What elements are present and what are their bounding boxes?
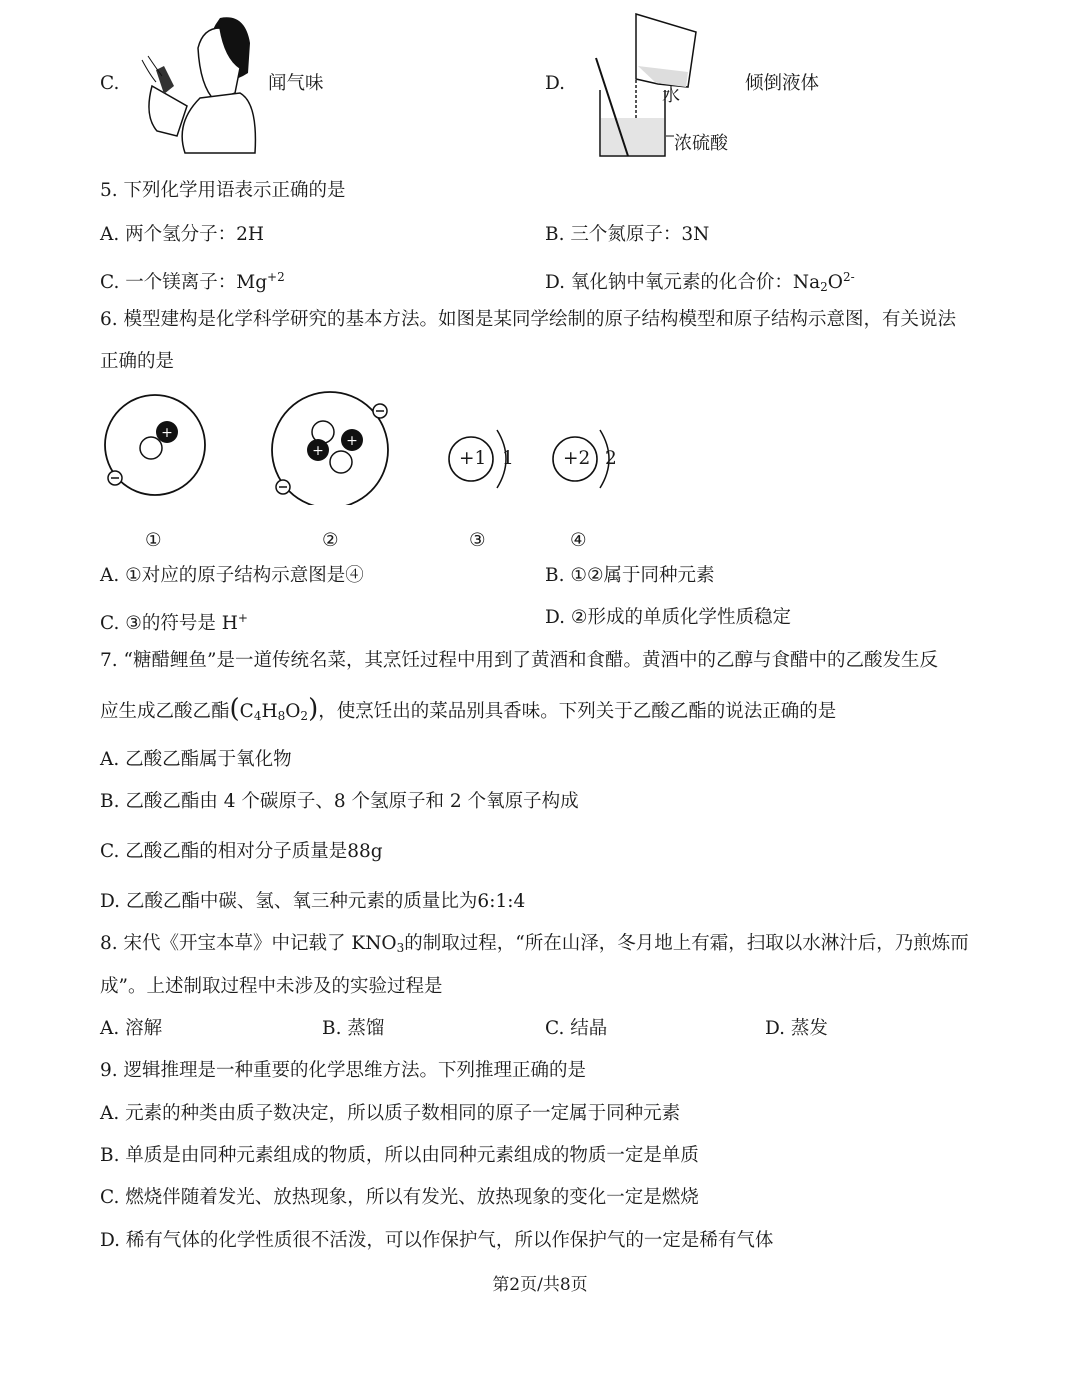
q6-stem-line2: 正确的是 xyxy=(100,351,175,372)
page-footer: 第2页/共8页 xyxy=(492,1275,588,1295)
q8-stem-line2: 成”。上述制取过程中未涉及的实验过程是 xyxy=(100,976,443,997)
q8-option-a: A. 溶解 xyxy=(100,1018,163,1039)
atom-model-2 xyxy=(272,392,388,505)
q9-stem: 9. 逻辑推理是一种重要的化学思维方法。下列推理正确的是 xyxy=(100,1060,587,1081)
q7-stem-line1: 7. “糖醋鲤鱼”是一道传统名菜，其烹饪过程中用到了黄酒和食醋。黄酒中的乙醇与食醋中的乙酸发生反 xyxy=(100,650,938,671)
q6-option-b: B. ①②属于同种元素 xyxy=(545,565,715,586)
atom-models-figure xyxy=(95,390,635,505)
q7-option-b: B. 乙酸乙酯由 4 个碳原子、8 个氢原子和 2 个氧原子构成 xyxy=(100,791,579,812)
ethyl-acetate-formula: $C_4H_8O_2$ xyxy=(239,701,309,723)
svg-text:+: + xyxy=(312,443,324,459)
q7-option-a: A. 乙酸乙酯属于氧化物 xyxy=(100,749,292,770)
figure-label-4: ④ xyxy=(570,530,587,551)
shell-electrons-3: 1 xyxy=(502,448,514,469)
q8-option-b: B. 蒸馏 xyxy=(322,1018,385,1039)
svg-text:+: + xyxy=(346,433,358,449)
q9-option-b: B. 单质是由同种元素组成的物质，所以由同种元素组成的物质一定是单质 xyxy=(100,1145,699,1166)
q5-option-a: A. 两个氢分子：2H xyxy=(100,224,265,245)
q9-option-a: A. 元素的种类由质子数决定，所以质子数相同的原子一定属于同种元素 xyxy=(100,1103,681,1124)
atom-model-1 xyxy=(105,395,205,495)
smelling-gas-illustration xyxy=(140,8,260,156)
q6-option-c: C. ③的符号是 H+ xyxy=(100,611,248,634)
svg-text:+: + xyxy=(161,425,173,441)
q5-option-b: B. 三个氮原子：3N xyxy=(545,224,710,245)
q5-stem: 5. 下列化学用语表示正确的是 xyxy=(100,180,346,201)
water-label: 水 xyxy=(662,85,680,106)
q6-option-a: A. ①对应的原子结构示意图是④ xyxy=(100,565,364,586)
shell-electrons-4: 2 xyxy=(605,448,617,469)
option-d-label: D. xyxy=(545,73,566,94)
option-d-caption: 倾倒液体 xyxy=(745,73,820,94)
q7-option-c: C. 乙酸乙酯的相对分子质量是88g xyxy=(100,841,383,862)
q9-option-c: C. 燃烧伴随着发光、放热现象，所以有发光、放热现象的变化一定是燃烧 xyxy=(100,1187,699,1208)
figure-label-1: ① xyxy=(145,530,162,551)
nucleus-charge-4: +2 xyxy=(563,448,591,469)
q6-stem-line1: 6. 模型建构是化学科学研究的基本方法。如图是某同学绘制的原子结构模型和原子结构示意图，有关说法 xyxy=(100,309,957,330)
q9-option-d: D. 稀有气体的化学性质很不活泼，可以作保护气，所以作保护气的一定是稀有气体 xyxy=(100,1230,774,1251)
q5-option-c: C. 一个镁离子：$Mg^{+2}$ xyxy=(100,270,285,293)
figure-label-3: ③ xyxy=(469,530,486,551)
sulfuric-acid-label: 浓硫酸 xyxy=(674,133,728,154)
q8-option-d: D. 蒸发 xyxy=(765,1018,828,1039)
q8-stem-line1: 8. 宋代《开宝本草》中记载了 $KNO_3$的制取过程，“所在山泽，冬月地上有霜，扫取以水淋汁后，乃煎炼而 xyxy=(100,933,969,955)
nucleus-charge-3: +1 xyxy=(459,448,487,469)
q5-option-d: D. 氧化钠中氧元素的化合价：$Na_2O^{2-}$ xyxy=(545,270,855,294)
q7-stem-line2: 应生成乙酸乙酯$(C_4H_8O_2)$，使烹饪出的菜品别具香味。下列关于乙酸乙酯的说法正确的是 xyxy=(100,694,837,724)
q8-option-c: C. 结晶 xyxy=(545,1018,608,1039)
q6-option-d: D. ②形成的单质化学性质稳定 xyxy=(545,607,792,628)
option-c-caption: 闻气味 xyxy=(268,73,324,94)
option-c-label: C. xyxy=(100,73,120,94)
figure-label-2: ② xyxy=(322,530,339,551)
q7-option-d: D. 乙酸乙酯中碳、氢、氧三种元素的质量比为6:1:4 xyxy=(100,891,526,912)
